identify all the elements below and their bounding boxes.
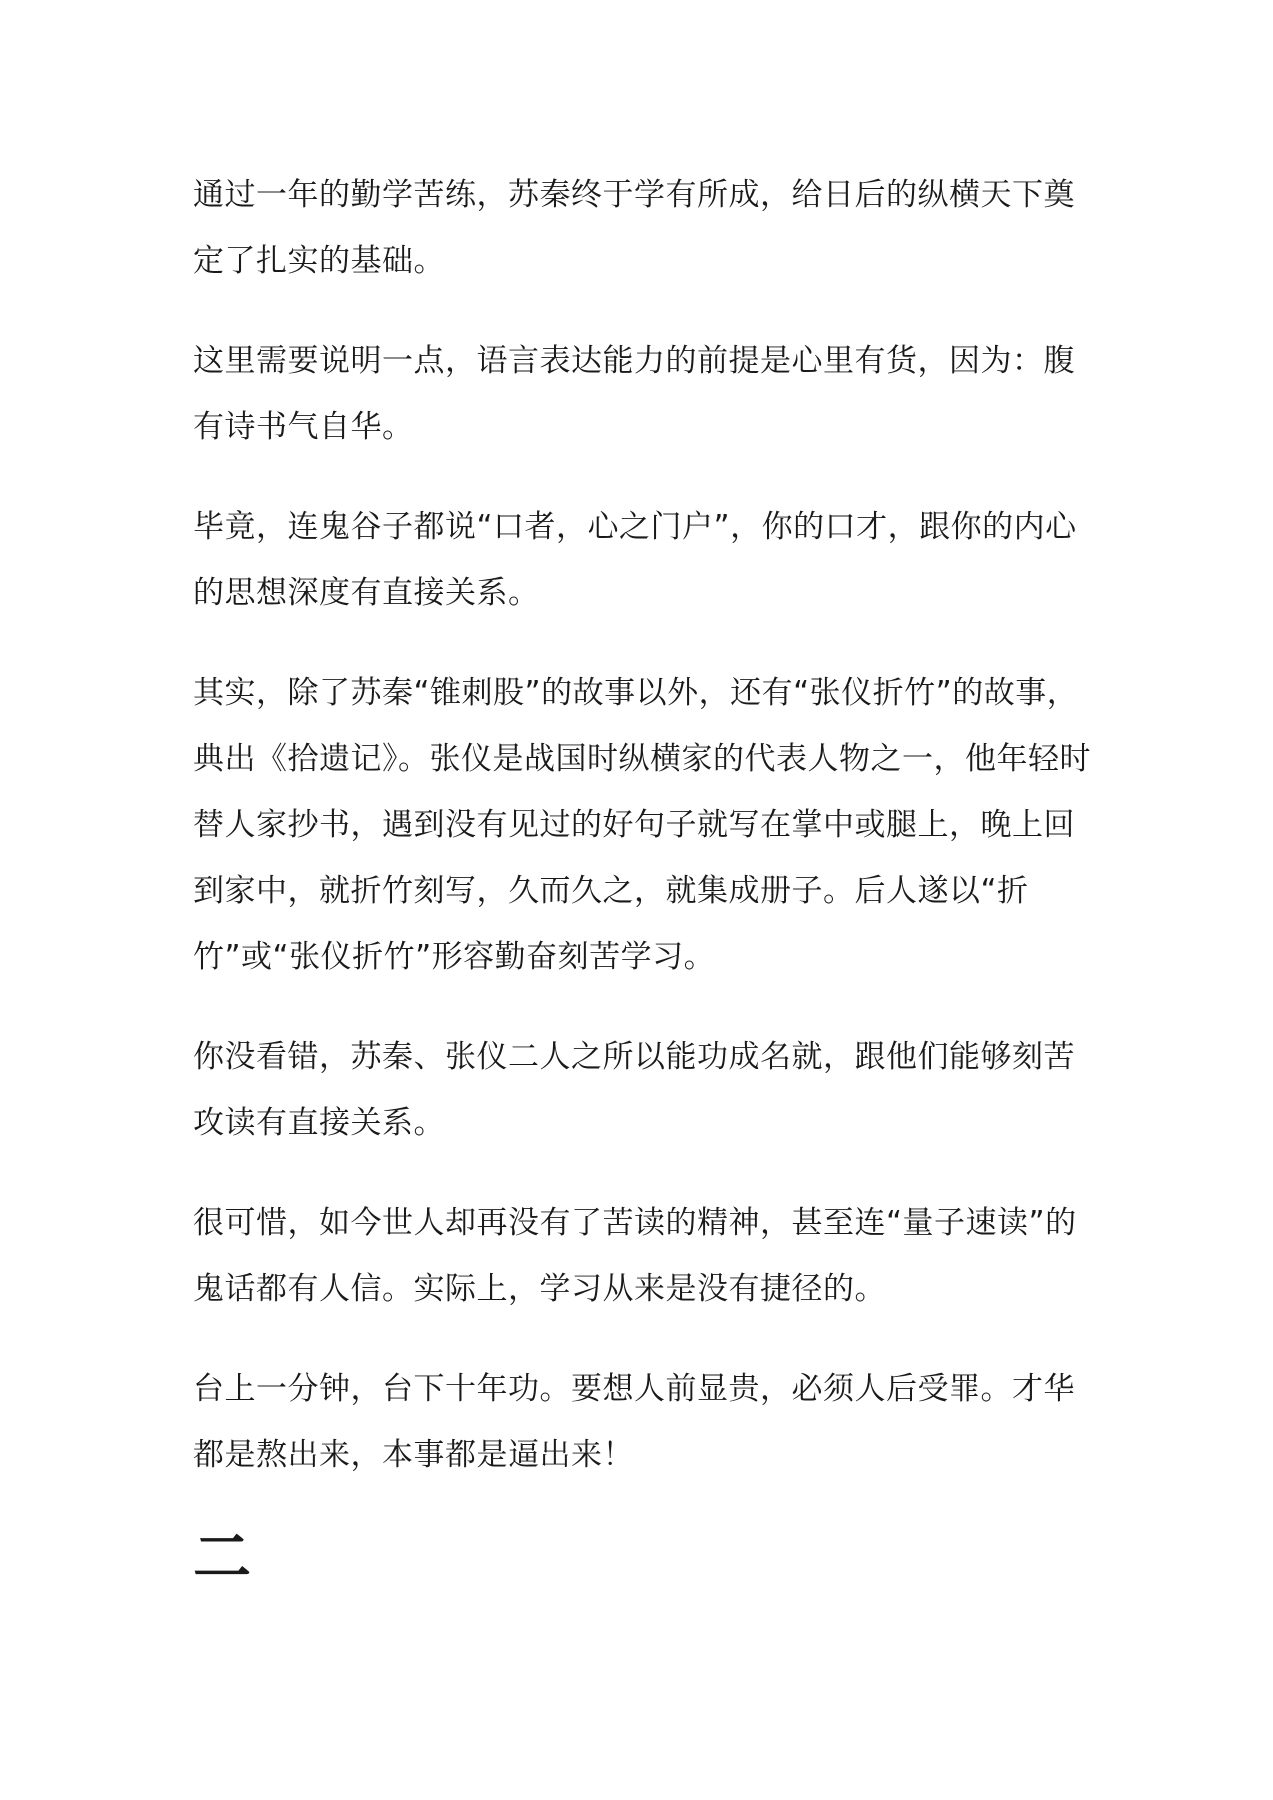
article-body (193, 162, 1093, 1592)
paragraph-1: 通过一年的勤学苦练，苏秦终于学有所成，给日后的纵横天下奠定了扎实的基础。 (193, 177, 1075, 279)
section-heading: 二 (193, 1523, 252, 1591)
paragraph-6: 很可惜，如今世人却再没有了苦读的精神，甚至连“量子速读”的鬼话都有人信。实际上，学习从来是没有捷径的。 (193, 1205, 1077, 1307)
paragraph-4: 其实，除了苏秦“锥刺股”的故事以外，还有“张仪折竹”的故事，典出《拾遗记》。张仪是战国时纵横家的代表人物之一，他年轻时替人家抄书，遇到没有见过的好句子就写在掌中或腿上，晚上回到家中，就折竹刻写，久而久之，就集成册子。后人遂以“折竹”或“张仪折竹”形容勤奋刻苦学习。 (193, 675, 1091, 975)
paragraph-3: 毕竟，连鬼谷子都说“口者，心之门户”，你的口才，跟你的内心的思想深度有直接关系。 (193, 509, 1077, 611)
paragraph-5: 你没看错，苏秦、张仪二人之所以能功成名就，跟他们能够刻苦攻读有直接关系。 (193, 1039, 1075, 1141)
paragraph-7: 台上一分钟，台下十年功。要想人前显贵，必须人后受罪。才华都是熬出来，本事都是逼出来！ (193, 1371, 1075, 1473)
paragraph-2: 这里需要说明一点，语言表达能力的前提是心里有货，因为：腹有诗书气自华。 (193, 343, 1075, 445)
